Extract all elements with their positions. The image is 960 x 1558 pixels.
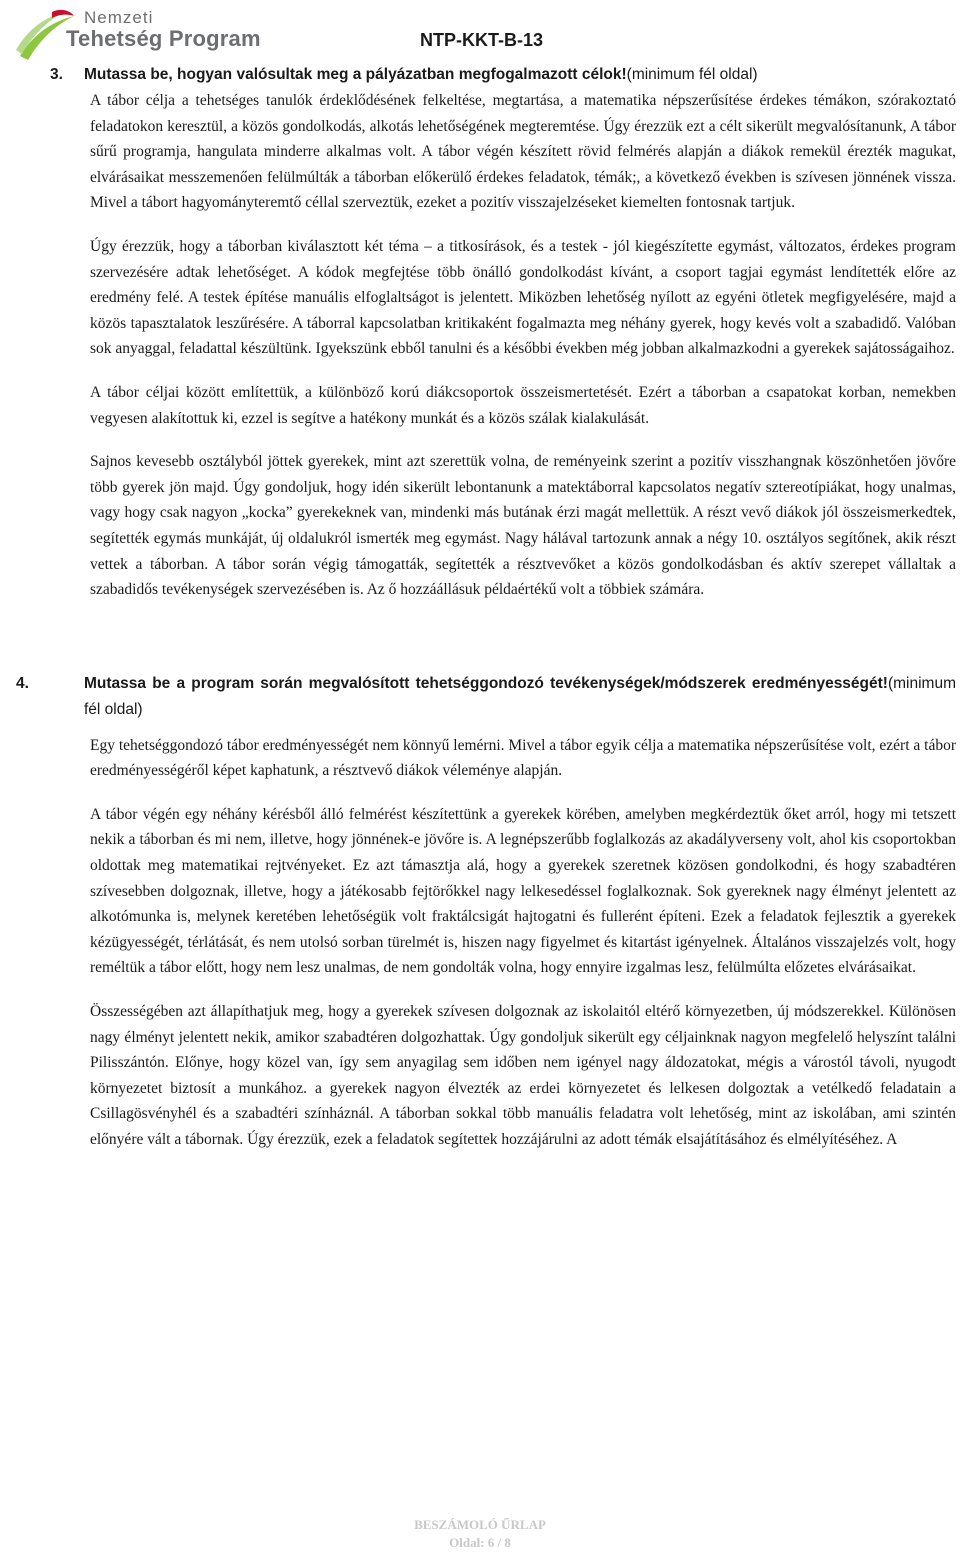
document-body — [0, 62, 960, 1171]
section-3-note: (minimum fél oldal) — [626, 66, 758, 83]
logo-text-line1: Nemzeti — [84, 8, 154, 27]
ntp-logo — [14, 6, 261, 62]
section-4-paragraph: A tábor végén egy néhány kérésből álló felmérést készítettünk a gyerekek körében, amelyben megkérdeztük őket arról, hogy mi tetszett nekik a táborban és mi nem, illetve, hogy jönnének-e jövőre is. A legnépszerűbb foglalkozás az akadályverseny volt, ahol kis csoportokban oldottak meg matematikai rejtvényeket. Ez azt támasztja alá, hogy a gyerekek szeretnek közösen gondolkodni, és hogy szabadtéren szívesebben dolgoznak, illetve, hogy a játékosabb fejtörőkkel nagy lelkesedéssel foglalkoznak. Sok gyereknek nagy élményt jelentett az alkotómunka is, melynek keretében lehetőségük volt fraktálcsigát hajtogatni és fullerént építeni. Ezek a feladatok fejlesztik a gyerekek kézügyességét, térlátását, és nem utolsó sorban türelmét is, hiszen nagy figyelmet és kitartást igényelnek. Általános visszajelzés volt, hogy reméltük a tábor előtt, hogy nem lesz unalmas, de nem gondolták volna, hogy ennyire izgalmas lesz, felülmúlta előzetes elvárásaikat. — [90, 805, 956, 977]
section-3-paragraph: A tábor célja a tehetséges tanulók érdeklődésének felkeltése, megtartása, a matematika népszerűsítése érdekes témákon, szórakoztató feladatokon keresztül, a közös gondolkodás, alkotás lehetőségének megteremtése. Úgy érezzük ezt a célt sikerült megvalósítanunk, A tábor sűrű programja, hangulata minderre alkalmas volt. A tábor végén készített rövid felmérés alapján a diákok remekül érezték magukat, elvárásaikat messzemenően felülmúlták a táborban előkerülő érdekes feladatok, témák;, a következő években is szívesen jönnének vissza. Mivel a tábort hagyományteremtő céllal szerveztük, ezeket a pozitív visszajelzéseket kiemelten fontosnak tartjuk. — [90, 92, 956, 212]
section-3-paragraph: A tábor céljai között említettük, a különböző korú diákcsoportok összeismertetését. Ezért a táborban a csapatokat korban, nemekben vegyesen alakítottuk ki, ezzel is segítve a hatékony munkát és a közös szálak kialakulását. — [90, 383, 956, 427]
logo-text-line2: Tehetség Program — [66, 26, 261, 51]
section-spacer — [0, 621, 960, 671]
section-3-paragraph: Úgy érezzük, hogy a táborban kiválasztott két téma – a titkosírások, és a testek - jól kiegészítette egymást, változatos, érdekes program szervezésére adtak lehetőséget. A kódok megfejtése több önálló gondolkodást kívánt, a csoport tagjai egymást lendítették előre az eredmény felé. A testek építése manuális elfoglaltságot is jelentett. Miközben lehetőség nyílott az egyéni ötletek megfigyelésére, majd a közös tapasztalatok leszűrésére. A táborral kapcsolatban kritikaként fogalmazta meg néhány gyerek, hogy kevés volt a szabadidő. Valóban sok anyaggal, feladattal készültünk. Igyekszünk ebből tanulni és a későbbi években még jobban alkalmazkodni a gyerekek sajátosságaihoz. — [90, 237, 956, 358]
section-4-number: 4. — [16, 674, 29, 692]
document-code: NTP-KKT-B-13 — [420, 30, 544, 50]
section-3-paragraph: Sajnos kevesebb osztályból jöttek gyerekek, mint azt szerettük volna, de reményeink szerint a pozitív visszhangnak köszönhetően jövőre több gyerek jön majd. Úgy gondoljuk, hogy idén sikerült lebontanunk a matektáborral kapcsolatos negatív sztereotípiákat, hogy unalmas, vagy hogy csak nagyon „kocka” gyerekeknek van, mindenki más butának érzi magát mellettük. A részt vevő diákok jól összeismerkedtek, segítették egymás munkáját, új oldalukról ismerték meg egymást. Nagy hálával tartozunk annak a négy 10. osztályos segítőnek, akik részt vettek a táborban. A tábor során végig támogatták, segítették a résztvevőket a közös gondolkodásban és aktív szerepet vállaltak a szabadidős tevékenységek szervezésében is. Az ő hozzáállásuk példaértékű volt a többiek számára. — [90, 453, 956, 599]
footer-page-number: Oldal: 6 / 8 — [449, 1535, 511, 1550]
footer-form-name: BESZÁMOLÓ ŰRLAP — [414, 1517, 546, 1532]
section-4-note: (minimum fél oldal) — [84, 674, 956, 718]
page-footer — [0, 1516, 960, 1552]
section-3-heading — [50, 62, 956, 88]
section-4-title: Mutassa be a program során megvalósított tehetséggondozó tevékenységek/módszerek eredményességét! — [84, 674, 888, 692]
section-3-title: Mutassa be, hogyan valósultak meg a pályázatban megfogalmazott célok! — [84, 66, 627, 83]
section-4-heading — [16, 671, 956, 723]
section-4-paragraph: Egy tehetséggondozó tábor eredményességét nem könnyű lemérni. Mivel a tábor egyik célja a matematika népszerűsítése volt, ezért a tábor eredményességéről képet kaphatunk, a résztvevő diákok véleménye alapján. — [90, 736, 956, 780]
section-3-number: 3. — [50, 66, 63, 83]
section-4-paragraph: Összességében azt állapíthatjuk meg, hogy a gyerekek szívesen dolgoznak az iskolaitól eltérő környezetben, új módszerekkel. Különösen nagy élményt jelentett nekik, amikor szabadtéren dolgozhattak. Úgy gondoljuk sikerült egy céljainknak nagyon megfelelő helyszínt találni Pilisszántón. Előnye, hogy közel van, így sem anyagilag sem időben nem igényel nagy áldozatokat, mégis a várostól távoli, nyugodt környezetet biztosít a munkához. a gyerekek nagyon élvezték az erdei környezetet és lelkesen dolgoztak a vetélkedő feladatain a Csillagösvényhél és a szabadtéri színháznál. A táborban sokkal több manuális feladatra volt lehetőség, mint az iskolában, ami szintén előnyére vált a tábornak. Úgy érezzük, ezek a feladatok segítettek hozzájárulni az adott témák elsajátításához és elmélyítéséhez. A — [90, 1003, 956, 1148]
